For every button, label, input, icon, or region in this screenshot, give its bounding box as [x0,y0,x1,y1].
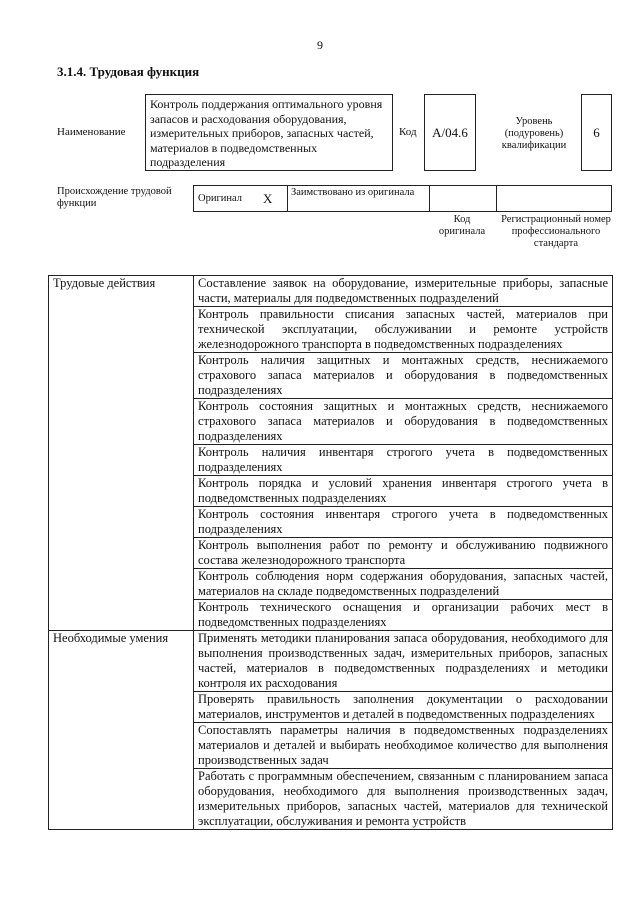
original-code-cell [430,186,497,211]
level-label: Уровень (подуровень) квалификации [501,116,567,151]
registration-number-cell [497,186,611,211]
table-cell: Контроль состояния инвентаря строгого учета в подведомственных подразделениях [194,507,613,538]
table-row [49,631,613,692]
function-name-box [145,94,393,171]
borrowed-label: Заимствовано из оригинала [291,187,415,198]
original-mark: X [263,191,273,206]
table-cell: Применять методики планирования запаса оборудования, необходимого для выполнения производственных задач, измерительных приборов, запасных частей, материалов в подведомственных подразделениях и методики контроля их расходования [194,631,613,692]
row-label-labor-actions: Трудовые действия [49,276,194,631]
function-table [48,275,613,830]
origin-row [193,185,612,212]
name-label: Наименование [57,126,126,138]
registration-caption: Регистрационный номер профессионального стандарта [501,214,611,249]
origin-label: Происхождение трудовой функции [57,186,172,209]
code-value: А/04.6 [432,124,468,140]
code-box [424,94,476,171]
table-cell: Контроль наличия инвентаря строгого учета в подведомственных подразделениях [194,445,613,476]
original-label: Оригинал [198,193,242,204]
table-cell: Составление заявок на оборудование, измерительные приборы, запасные части, материалы для подведомственных подразделений [194,276,613,307]
table-cell: Контроль соблюдения норм содержания оборудования, запасных частей, материалов на складе подведомственных подразделений [194,569,613,600]
table-cell: Контроль состояния защитных и монтажных средств, неснижаемого страхового запаса материалов и оборудования в подведомственных подразделениях [194,399,613,445]
code-label: Код [399,126,417,138]
table-cell: Контроль наличия защитных и монтажных средств, неснижаемого страхового запаса материалов и оборудования в подведомственных подразделениях [194,353,613,399]
code-caption: Код оригинала [438,214,486,237]
table-cell: Сопоставлять параметры наличия в подведомственных подразделениях материалов и деталей и выбирать необходимое количество для выполнения производственных задач [194,723,613,769]
function-name: Контроль поддержания оптимального уровня запасов и расходования оборудования, измерительных приборов, запасных частей, материалов в подведомственных подразделения [150,97,383,169]
table-cell: Контроль технического оснащения и организации рабочих мест в подведомственных подразделениях [194,600,613,631]
table-cell: Контроль правильности списания запасных частей, материалов при технической эксплуатации, обслуживании и ремонте устройств железнодорожного транспорта в подведомственных подразделениях [194,307,613,353]
row-label-required-skills: Необходимые умения [49,631,194,830]
original-cell [194,186,288,211]
borrowed-cell [288,186,430,211]
page-number: 9 [317,38,323,52]
level-box [581,94,612,171]
table-cell: Контроль порядка и условий хранения инвентаря строгого учета в подведомственных подразделениях [194,476,613,507]
table-cell: Работать с программным обеспечением, связанным с планированием запаса оборудования, необходимого для выполнения производственных задач, измерительных приборов, запасных частей, материалов для технической эксплуатации, обслуживания и ремонта устройств [194,769,613,830]
section-heading: 3.1.4. Трудовая функция [57,64,200,79]
table-row [49,276,613,307]
table-cell: Контроль выполнения работ по ремонту и обслуживанию подвижного состава железнодорожного транспорта [194,538,613,569]
table-cell: Проверять правильность заполнения документации о расходовании материалов, инструментов и деталей в подведомственных подразделениях [194,692,613,723]
level-value: 6 [593,124,600,140]
